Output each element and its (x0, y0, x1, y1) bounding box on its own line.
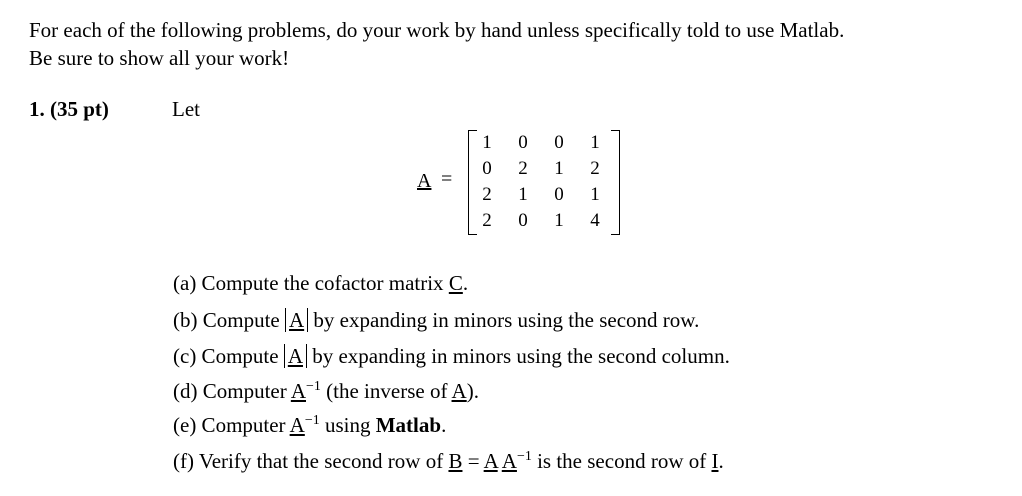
part-a (173, 271, 468, 295)
matrix-A (468, 128, 620, 236)
part-a-var: C (448, 271, 463, 295)
instructions-line-2: Be sure to show all your work! (29, 46, 290, 70)
matrix-right-bracket (611, 130, 620, 235)
equals-sign: = (441, 168, 453, 190)
part-d-var: A (290, 379, 306, 403)
part-d (173, 379, 479, 403)
part-c (173, 344, 730, 368)
matrix-cell: 2 (482, 184, 492, 205)
part-f-var-A2: A (501, 449, 517, 473)
part-e-text: (e) Computer (173, 413, 290, 437)
matrix-cell: 1 (482, 132, 492, 153)
matrix-cell: 2 (482, 210, 492, 231)
matrix-cell: 0 (482, 158, 492, 179)
matrix-cell: 2 (590, 158, 600, 179)
part-e (173, 413, 446, 437)
part-b-text: (b) Compute (173, 308, 285, 332)
part-c-var: A (287, 344, 303, 368)
part-e-var: A (289, 413, 305, 437)
matrix-cell: 1 (590, 184, 600, 205)
matrix-cell: 0 (554, 132, 564, 153)
matrix-cell: 1 (554, 158, 564, 179)
part-d-mid: (the inverse of (320, 379, 452, 403)
part-d-var2: A (451, 379, 467, 403)
part-e-mid: using (319, 413, 376, 437)
determinant-bars (285, 308, 308, 332)
part-b-suffix: by expanding in minors using the second row. (308, 308, 700, 332)
part-f-var-I: I (711, 449, 719, 473)
part-f-exponent: −1 (516, 449, 532, 464)
part-c-suffix: by expanding in minors using the second column. (306, 344, 730, 368)
part-d-exponent: −1 (306, 379, 321, 394)
matrix-cell: 1 (518, 184, 528, 205)
part-f-var-A: A (483, 449, 498, 473)
part-d-text: (d) Computer (173, 379, 291, 403)
part-e-matlab: Matlab (375, 413, 442, 437)
part-e-exponent: −1 (304, 413, 320, 428)
matrix-cell: 0 (518, 210, 528, 231)
part-f (173, 449, 724, 473)
matrix-left-bracket (468, 130, 477, 235)
part-d-suffix: ). (466, 379, 479, 403)
part-f-var-B: B (448, 449, 463, 473)
problem-number-points: 1. (35 pt) (29, 97, 109, 121)
part-f-eq: = (462, 449, 484, 473)
matrix-cell: 1 (554, 210, 564, 231)
matrix-cell: 2 (518, 158, 528, 179)
part-f-mid: is the second row of (531, 449, 712, 473)
matrix-cell: 4 (590, 210, 600, 231)
part-b (173, 308, 699, 332)
part-e-suffix: . (441, 413, 447, 437)
part-a-suffix: . (462, 271, 469, 295)
instructions-line-1: For each of the following problems, do your work by hand unless specifically told to use Matlab. (29, 18, 845, 42)
let-label: Let (172, 97, 200, 121)
part-c-text: (c) Compute (173, 344, 284, 368)
matrix-label: A (417, 170, 432, 192)
matrix-cell: 1 (590, 132, 600, 153)
part-f-suffix: . (718, 449, 724, 473)
part-f-text: (f) Verify that the second row of (173, 449, 449, 473)
matrix-cell: 0 (554, 184, 564, 205)
part-b-var: A (288, 308, 305, 332)
matrix-cell: 0 (518, 132, 528, 153)
part-a-text: (a) Compute the cofactor matrix (173, 271, 449, 295)
determinant-bars (284, 344, 307, 368)
